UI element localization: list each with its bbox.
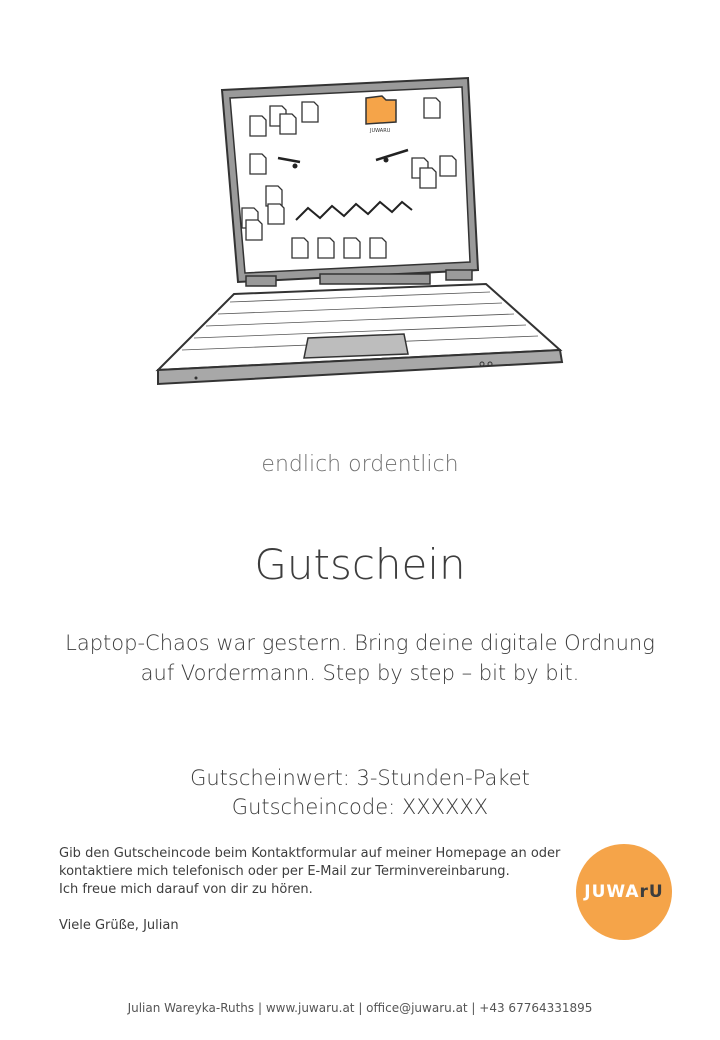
intro-text: [40, 628, 680, 688]
instructions-line-3: Ich freue mich darauf von dir zu hören.: [59, 882, 313, 897]
intro-line-2: auf Vordermann. Step by step – bit by bit.: [140, 661, 580, 685]
tagline: endlich ordentlich: [261, 452, 459, 477]
instructions: [59, 845, 569, 935]
intro-line-1: Laptop-Chaos war gestern. Bring deine digitale Ordnung: [65, 631, 655, 655]
instructions-line-2: kontaktiere mich telefonisch oder per E-Mail zur Terminvereinbarung.: [59, 864, 510, 879]
laptop-illustration: [150, 70, 566, 390]
screen-brand-text: JUWARU: [370, 128, 391, 134]
footer-contact: Julian Wareyka-Ruths | www.juwaru.at | office@juwaru.at | +43 67764331895: [127, 1001, 593, 1015]
voucher-value: Gutscheinwert: 3-Stunden-Paket: [190, 766, 530, 790]
instructions-line-1: Gib den Gutscheincode beim Kontaktformular auf meiner Homepage an oder: [59, 846, 561, 861]
greeting: Viele Grüße, Julian: [59, 918, 179, 933]
logo-text-part-3: U: [648, 882, 664, 902]
logo-text-part-2: r: [639, 882, 649, 902]
voucher-details: [0, 764, 720, 822]
logo-text-part-1: JUWA: [584, 882, 640, 902]
voucher-title: Gutschein: [254, 540, 466, 589]
juwaru-logo: [576, 844, 672, 940]
voucher-code: Gutscheincode: XXXXXX: [231, 795, 489, 819]
logo-text: [584, 882, 663, 902]
